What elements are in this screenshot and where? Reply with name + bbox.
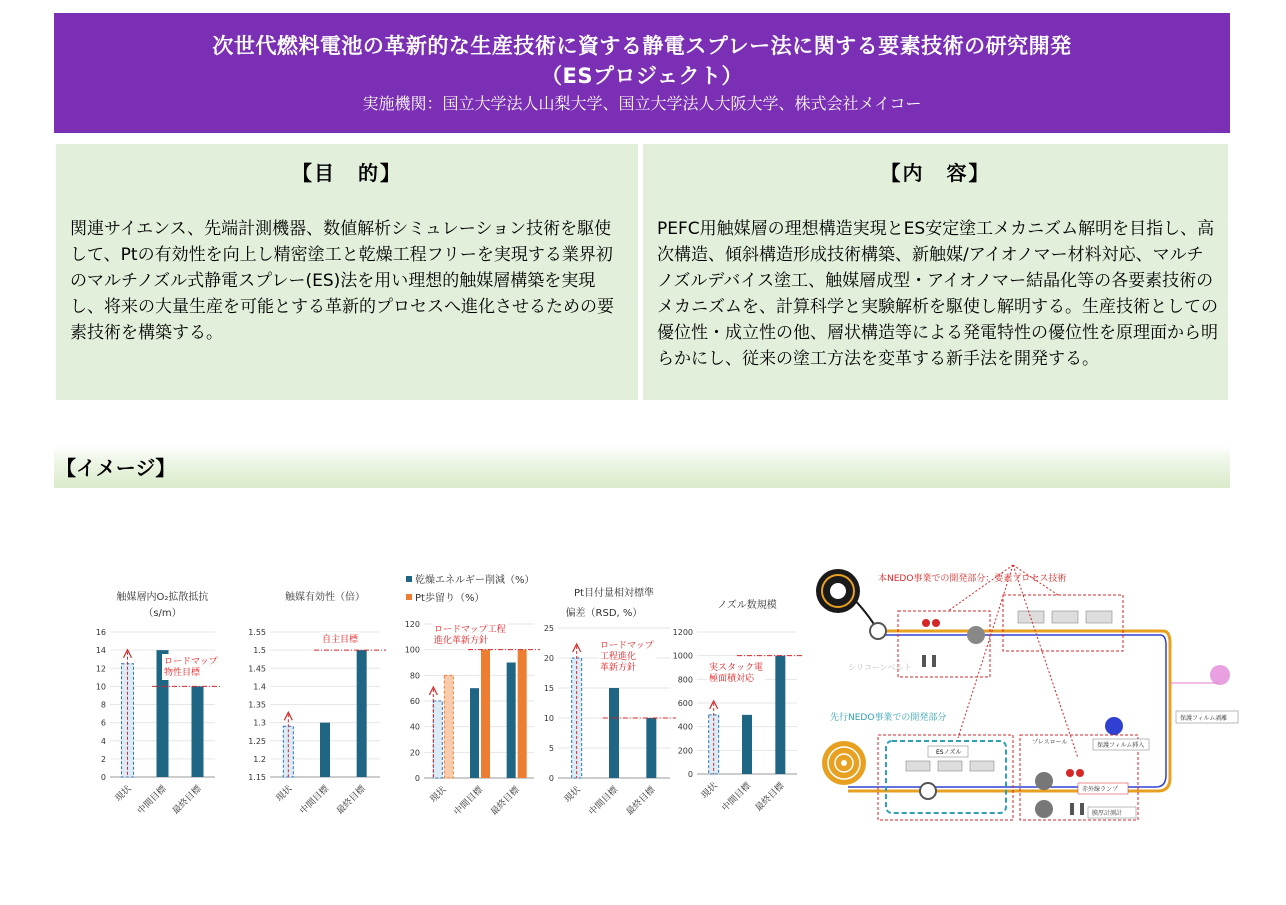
y-tick-label: 25: [543, 624, 554, 633]
y-tick-label: 20: [543, 654, 554, 663]
chart-title: Pt目付量相対標準: [574, 588, 654, 599]
conveyor-belt: [848, 631, 1170, 791]
chart-o2-diffusion: [80, 580, 225, 835]
y-tick-label: 14: [95, 646, 106, 656]
label-current-nedo: 本NEDO事業での開発部分：要素プロセス技術: [878, 574, 1067, 584]
y-tick-label: 1200: [672, 628, 693, 637]
bar: [481, 650, 490, 778]
purpose-heading: 【目 的】: [292, 161, 402, 185]
y-tick-label: 1.55: [248, 628, 266, 637]
bar: [192, 686, 204, 777]
x-tick-label: 最終目標: [753, 781, 787, 814]
title-line-1: 次世代燃料電池の革新的な生産技術に資する静電スプレー法に関する要素技術の研究開発: [212, 34, 1072, 58]
annotation-text: 工程進化: [600, 652, 637, 662]
y-tick-label: 600: [677, 699, 693, 708]
y-tick-label: 1.2: [253, 754, 266, 764]
bar-current: [433, 701, 442, 778]
chart-title: 触媒層内O₂拡散抵抗: [116, 592, 209, 603]
label-es-nozzle: ESノズル: [936, 749, 962, 756]
image-section-heading: 【イメージ】: [54, 446, 1230, 488]
annotation-text: 革新方針: [600, 663, 637, 673]
y-tick-label: 1000: [672, 651, 693, 661]
annotation-text: ロードマップ工程: [434, 625, 506, 635]
y-tick-label: 1.5: [253, 646, 266, 656]
y-tick-label: 20: [409, 748, 420, 758]
x-tick-label: 中間目標: [587, 785, 621, 818]
content-heading: 【内 容】: [880, 161, 991, 185]
x-tick-label: 中間目標: [136, 784, 169, 817]
x-tick-label: 最終目標: [335, 784, 368, 817]
annotation-text: 進化革新方針: [434, 636, 489, 646]
bar: [320, 723, 330, 777]
purpose-box: [56, 144, 638, 400]
content-body: PEFC用触媒層の理想構造実現とES安定塗工メカニズム解明を目指し、高次構造、傾斜構造形成技術構築、新触媒/アイオノマー材料対応、マルチノズルデバイス塗工、触媒層成型・アイオノマー結晶化等の各要素技術のメカニズムを、計算科学と実験解析を駆使し解明する。生産技術としての優位性・成立性の他、層状構造等による発電特性の優位性を原理面から明らかにし、従来の塗工方法を変革する新手法を開発する。: [657, 219, 1218, 369]
y-tick-label: 1.45: [248, 664, 266, 674]
y-tick-label: 5: [548, 744, 554, 753]
institutions: 実施機関：国立大学法人山梨大学、国立大学法人大阪大学、株式会社メイコー: [362, 94, 922, 113]
chart-title: ノズル数規模: [717, 600, 777, 611]
chart-catalyst-effectiveness: [228, 580, 388, 835]
y-tick-label: 0: [687, 770, 693, 779]
annotation-text: ロードマップ: [164, 657, 218, 667]
y-tick-label: 10: [543, 714, 554, 723]
bar: [470, 688, 479, 778]
chart-nozzle-scale: [665, 580, 805, 835]
y-tick-label: 40: [409, 722, 420, 732]
y-tick-label: 6: [100, 718, 106, 728]
annotation-text: 物性目標: [164, 668, 201, 678]
x-tick-label: 最終目標: [624, 785, 658, 818]
legend-swatch: [406, 576, 412, 582]
x-tick-label: 最終目標: [489, 785, 522, 818]
y-tick-label: 16: [95, 628, 106, 637]
y-tick-label: 0: [414, 774, 420, 783]
x-tick-label: 現状: [113, 784, 134, 804]
chart-pt-rsd: [530, 580, 680, 835]
y-tick-label: 15: [543, 684, 554, 693]
y-tick-label: 200: [677, 746, 693, 756]
es-production-line-diagram: [808, 563, 1248, 833]
bar: [518, 650, 527, 778]
annotation-text: 自主目標: [322, 635, 359, 645]
bar: [507, 663, 516, 779]
bar: [775, 656, 785, 774]
y-tick-label: 1.35: [248, 700, 266, 710]
title-banner: [54, 13, 1230, 133]
y-tick-label: 60: [409, 697, 420, 706]
label-silicone-belt: シリコーンベルト: [848, 663, 912, 672]
x-tick-label: 現状: [562, 785, 583, 805]
annotation-text: ロードマップ: [600, 641, 654, 651]
label-thickness-gauge: 膜厚計測計: [1092, 810, 1123, 817]
x-tick-label: 中間目標: [298, 784, 332, 817]
y-tick-label: 1.25: [248, 736, 266, 746]
idler-roll-icon: [870, 623, 886, 639]
purpose-body: 関連サイエンス、先端計測機器、数値解析シミュレーション技術を駆使して、Ptの有効性を向上し精密塗工と乾燥工程フリーを実現する業界初のマルチノズル式静電スプレー(ES)法を用い理想的触媒層構築を実現し、将来の大量生産を可能とする革新的プロセスへ進化させるための要素技術を構築する。: [70, 219, 614, 343]
legend-label: 乾燥エネルギー削減（%）: [415, 575, 535, 586]
y-tick-label: 120: [404, 620, 420, 629]
y-tick-label: 80: [409, 671, 420, 681]
film-peel-roll-icon: [1210, 665, 1230, 685]
x-tick-label: 現状: [428, 785, 449, 805]
x-tick-label: 最終目標: [171, 784, 204, 817]
y-tick-label: 800: [677, 675, 693, 685]
chart-title: 触媒有効性（倍）: [285, 592, 365, 603]
current-nedo-area: [898, 611, 990, 677]
title-line-2: （ESプロジェクト）: [540, 64, 744, 88]
film-insert-roll-icon: [1105, 717, 1123, 735]
y-tick-label: 1.3: [253, 718, 266, 728]
annotation-text: 実スタック電: [709, 663, 764, 673]
y-tick-label: 10: [95, 682, 106, 692]
label-prior-nedo: 先行NEDO事業での開発部分: [830, 713, 947, 723]
bar-current: [444, 675, 453, 778]
chart-unit: （s/m）: [143, 608, 182, 619]
y-tick-label: 1.15: [248, 773, 266, 782]
label-press-roll: プレスロール: [1032, 739, 1068, 746]
label-ir-lamp: 赤外線ランプ: [1082, 786, 1119, 793]
y-tick-label: 0: [100, 773, 106, 782]
chart-subtitle: 偏差（RSD, %）: [565, 608, 643, 619]
bar: [357, 650, 367, 777]
y-tick-label: 400: [677, 722, 693, 732]
x-tick-label: 現状: [699, 781, 720, 801]
y-tick-label: 0: [548, 774, 554, 783]
y-tick-label: 1.4: [253, 682, 266, 692]
x-tick-label: 中間目標: [452, 785, 486, 818]
y-tick-label: 12: [95, 664, 106, 674]
bar: [646, 718, 656, 778]
content-box: [643, 144, 1228, 400]
bar: [609, 688, 619, 778]
y-tick-label: 8: [100, 700, 106, 710]
y-tick-label: 4: [100, 736, 106, 746]
label-film-insert: 保護フィルム挿入: [1097, 742, 1145, 749]
chart-drying-energy-pt-yield: [390, 568, 550, 835]
x-tick-label: 現状: [274, 784, 295, 804]
legend-swatch: [406, 594, 412, 600]
label-film-peel: 保護フィルム剥離: [1180, 715, 1228, 722]
y-tick-label: 2: [100, 754, 106, 764]
y-tick-label: 100: [404, 645, 420, 655]
annotation-text: 極面積対応: [709, 674, 755, 684]
x-tick-label: 中間目標: [720, 781, 754, 814]
idler-roll-icon: [920, 783, 936, 799]
bar: [742, 715, 752, 774]
bar-current: [122, 664, 134, 777]
legend-label: Pt歩留り（%）: [415, 593, 485, 604]
